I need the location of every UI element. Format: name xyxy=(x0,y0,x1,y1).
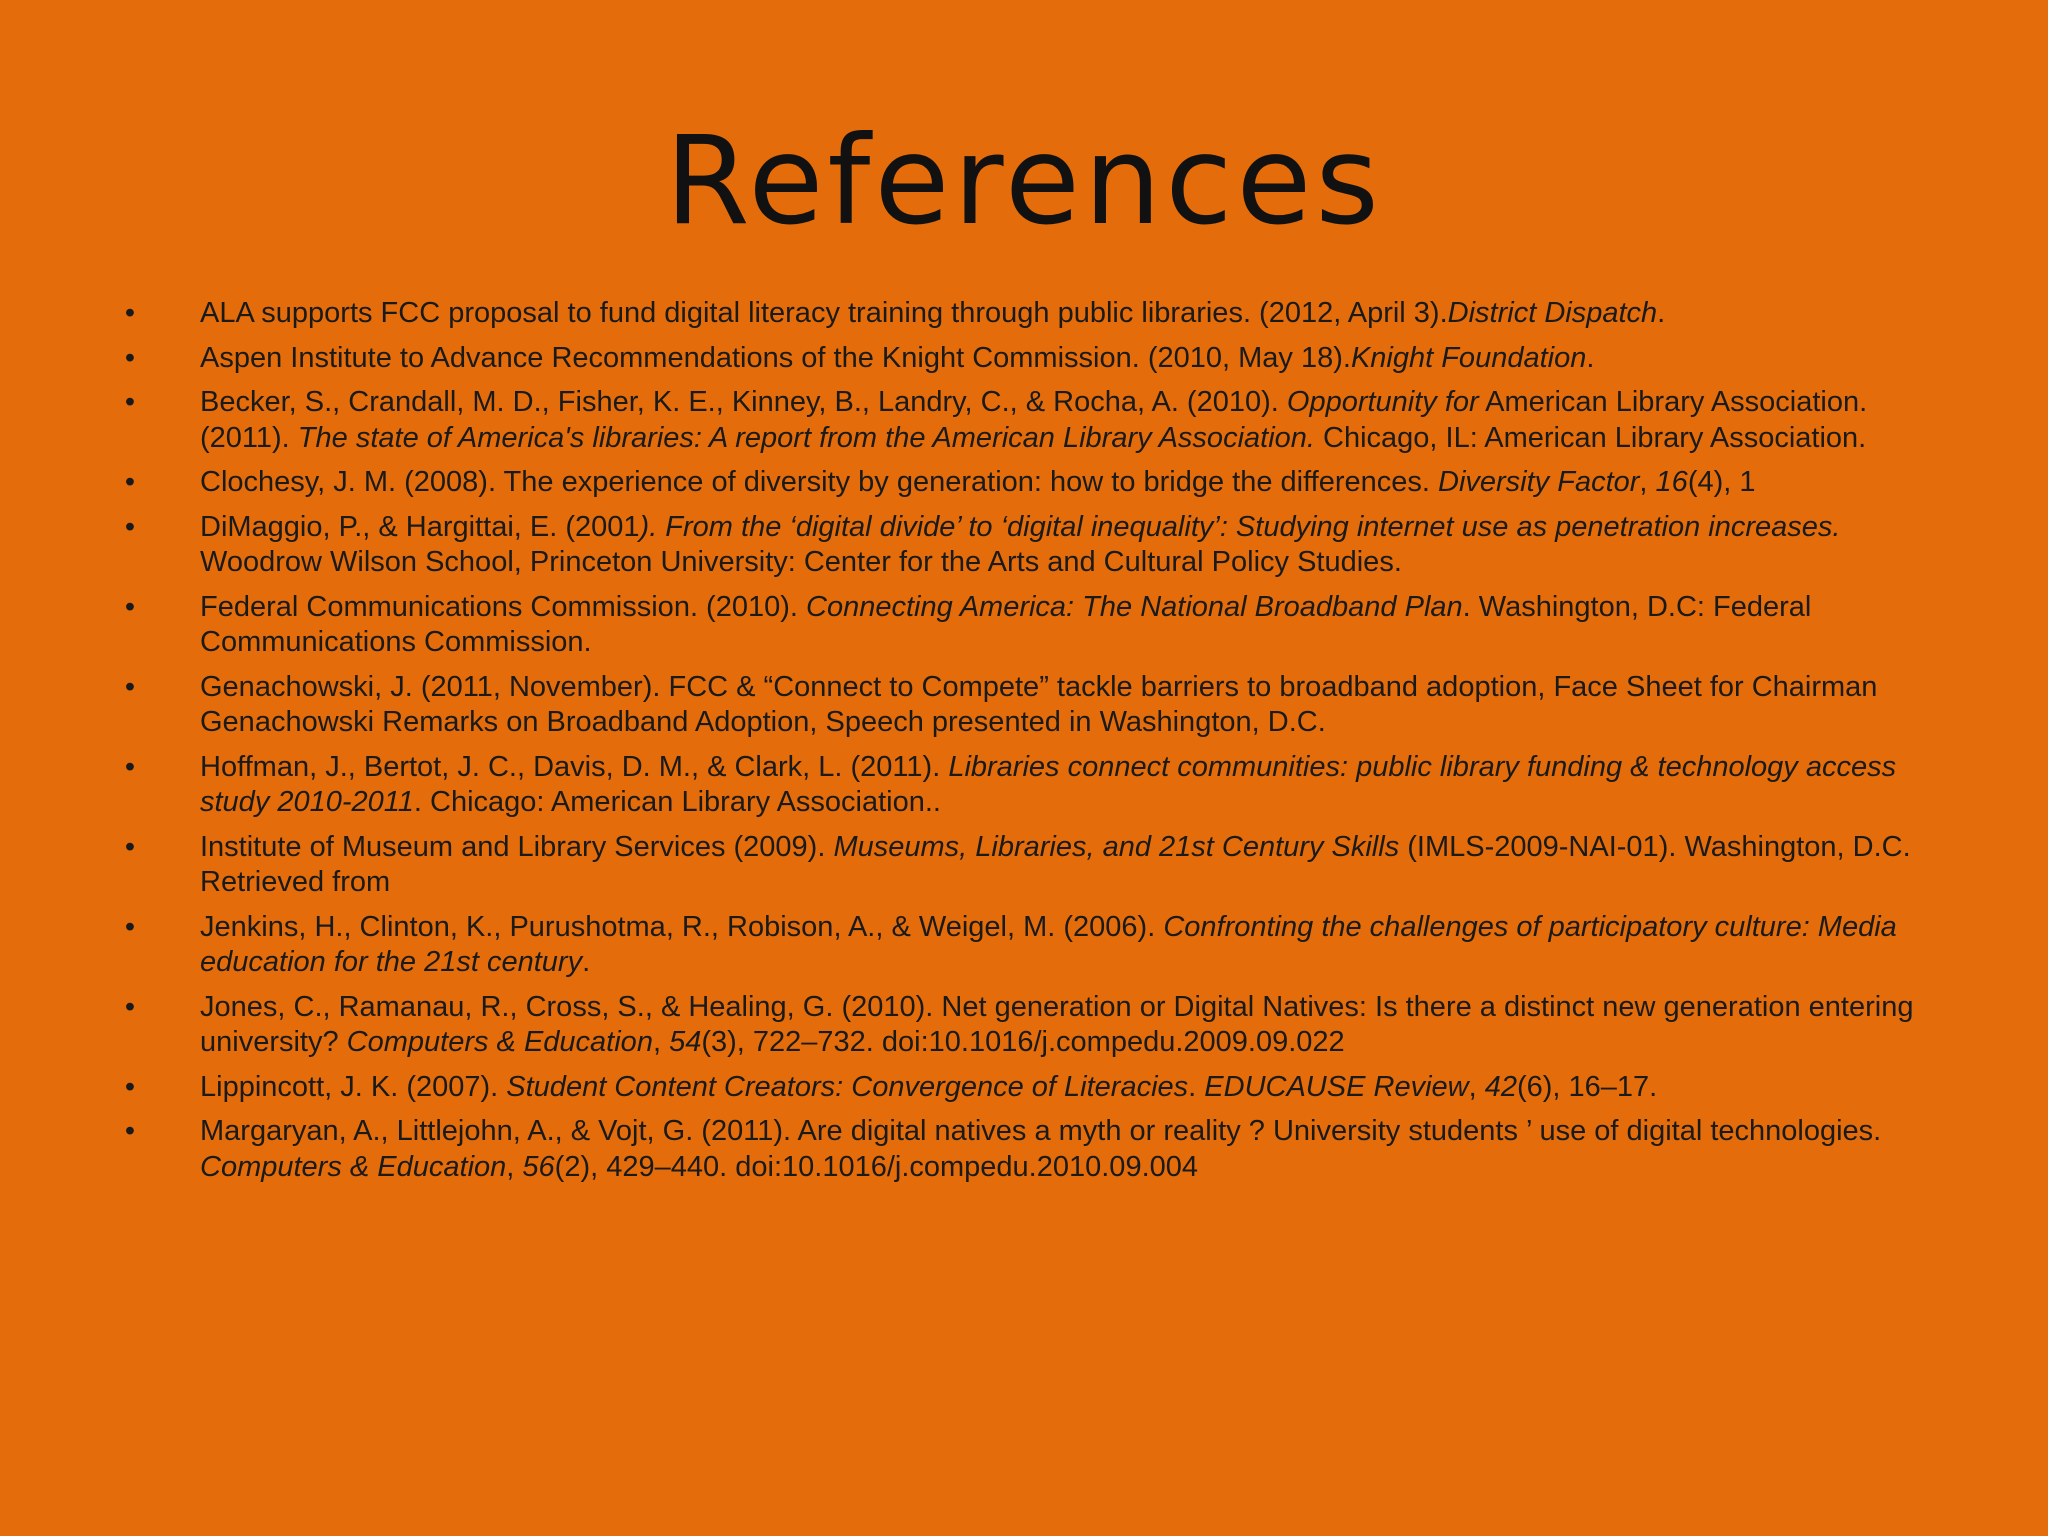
reference-italic-text: 54 xyxy=(669,1026,702,1058)
reference-text: Hoffman, J., Bertot, J. C., Davis, D. M., & Clark, L. (2011). xyxy=(200,750,949,783)
reference-italic-text: Libraries connect communities: public library funding & technology access study 2010-2011 xyxy=(200,750,1897,818)
bullet-icon: • xyxy=(124,670,136,703)
reference-item xyxy=(120,590,1935,661)
bullet-icon: • xyxy=(124,990,136,1023)
slide-title: References xyxy=(665,110,1383,252)
reference-item xyxy=(120,990,1935,1061)
reference-text: DiMaggio, P., & Hargittai, E. (2001 xyxy=(200,510,640,543)
reference-text: Becker, S., Crandall, M. D., Fisher, K. E., Kinney, B., Landry, C., & Rocha, A. (2010). xyxy=(200,386,1287,418)
reference-text: . xyxy=(582,946,591,978)
reference-italic-text: Student Content Creators: Convergence of Literacies xyxy=(506,1070,1189,1103)
reference-text: (2), 429–440. doi:10.1016/j.compedu.2010.09.004 xyxy=(554,1150,1199,1183)
reference-item xyxy=(120,465,1935,501)
reference-text: Clochesy, J. M. (2008). The experience of diversity by generation: how to bridge the differences. xyxy=(200,466,1438,498)
reference-text: Margaryan, A., Littlejohn, A., & Vojt, G. (2011). Are digital natives a myth or reality ? University students ’ use of digital technologies. xyxy=(200,1115,1882,1147)
reference-text: (4), 1 xyxy=(1687,466,1756,498)
reference-text: . Washington, D.C: Federal Communications Commission. xyxy=(200,590,1812,658)
reference-italic-text: Confronting the challenges of participatory culture: Media education for the 21st century xyxy=(200,910,1897,978)
reference-text: , xyxy=(652,1026,670,1058)
reference-item xyxy=(120,510,1935,581)
reference-text: . Chicago: American Library Association.. xyxy=(413,786,941,818)
reference-item xyxy=(120,1070,1935,1106)
reference-text: Institute of Museum and Library Services (2009). xyxy=(200,830,834,863)
reference-item xyxy=(120,830,1935,901)
reference-text: (IMLS-2009-NAI-01). Washington, D.C. Retrieved from xyxy=(200,830,1911,898)
reference-italic-text: Computers & Education xyxy=(346,1026,653,1058)
reference-italic-text: Diversity Factor xyxy=(1438,466,1640,498)
reference-text: , xyxy=(506,1150,523,1183)
reference-text: . xyxy=(1188,1070,1205,1103)
bullet-icon: • xyxy=(124,750,136,783)
reference-italic-text: Museums, Libraries, and 21st Century Skills xyxy=(833,830,1400,863)
reference-text: (3), 722–732. doi:10.1016/j.compedu.2009.09.022 xyxy=(701,1026,1345,1058)
reference-text: . xyxy=(1586,341,1595,374)
reference-italic-text: 42 xyxy=(1484,1070,1517,1103)
reference-item xyxy=(120,1114,1935,1185)
bullet-icon: • xyxy=(124,386,136,418)
reference-text: Chicago, IL: American Library Association. xyxy=(1314,421,1867,454)
reference-text: , xyxy=(1639,466,1656,498)
reference-italic-text: Opportunity for xyxy=(1286,386,1479,418)
reference-item xyxy=(120,910,1935,981)
reference-italic-text: 16 xyxy=(1655,466,1688,498)
reference-item xyxy=(120,750,1935,821)
reference-text: Jenkins, H., Clinton, K., Purushotma, R., Robison, A., & Weigel, M. (2006). xyxy=(200,910,1164,943)
reference-text: Lippincott, J. K. (2007). xyxy=(200,1070,507,1103)
reference-list xyxy=(120,296,1935,1194)
reference-text: Jones, C., Ramanau, R., Cross, S., & Healing, G. (2010). Net generation or Digital Natives: Is there a distinct new generation entering university? xyxy=(200,990,1914,1058)
reference-text: , xyxy=(1468,1070,1485,1103)
reference-item xyxy=(120,670,1935,741)
reference-italic-text: Knight Foundation xyxy=(1350,341,1587,374)
bullet-icon: • xyxy=(124,1070,136,1103)
reference-italic-text: EDUCAUSE Review xyxy=(1204,1070,1469,1103)
reference-text: . xyxy=(1657,297,1666,329)
reference-text: Aspen Institute to Advance Recommendations of the Knight Commission. (2010, May 18). xyxy=(200,341,1351,374)
bullet-icon: • xyxy=(124,297,136,329)
reference-italic-text: 56 xyxy=(522,1150,555,1183)
reference-text: American Library Association. (2011). xyxy=(200,386,1868,454)
reference-item xyxy=(120,385,1935,456)
reference-item xyxy=(120,296,1935,332)
bullet-icon: • xyxy=(124,1115,136,1147)
bullet-icon: • xyxy=(124,510,136,543)
reference-text: Woodrow Wilson School, Princeton University: Center for the Arts and Cultural Policy Studies. xyxy=(200,546,1402,578)
bullet-icon: • xyxy=(124,590,136,623)
bullet-icon: • xyxy=(124,466,136,498)
reference-text: Genachowski, J. (2011, November). FCC & “Connect to Compete” tackle barriers to broadband adoption, Face Sheet for Chairman Genachowski Remarks on Broadband Adoption, Speech presented in Washington, D.C. xyxy=(200,670,1878,738)
reference-text: (6), 16–17. xyxy=(1516,1070,1658,1103)
reference-text: ALA supports FCC proposal to fund digital literacy training through public libraries. (2012, April 3). xyxy=(200,297,1448,329)
reference-italic-text: Computers & Education xyxy=(200,1150,507,1183)
reference-item xyxy=(120,341,1935,377)
bullet-icon: • xyxy=(124,830,136,863)
reference-italic-text: District Dispatch xyxy=(1447,297,1658,329)
bullet-icon: • xyxy=(124,341,136,374)
reference-italic-text: The state of America's libraries: A report from the American Library Association. xyxy=(297,421,1315,454)
reference-text: Federal Communications Commission. (2010). xyxy=(200,590,806,623)
reference-italic-text: Connecting America: The National Broadband Plan xyxy=(806,590,1463,623)
bullet-icon: • xyxy=(124,910,136,943)
reference-italic-text: ). From the ‘digital divide’ to ‘digital inequality’: Studying internet use as penetration increases. xyxy=(639,510,1841,543)
